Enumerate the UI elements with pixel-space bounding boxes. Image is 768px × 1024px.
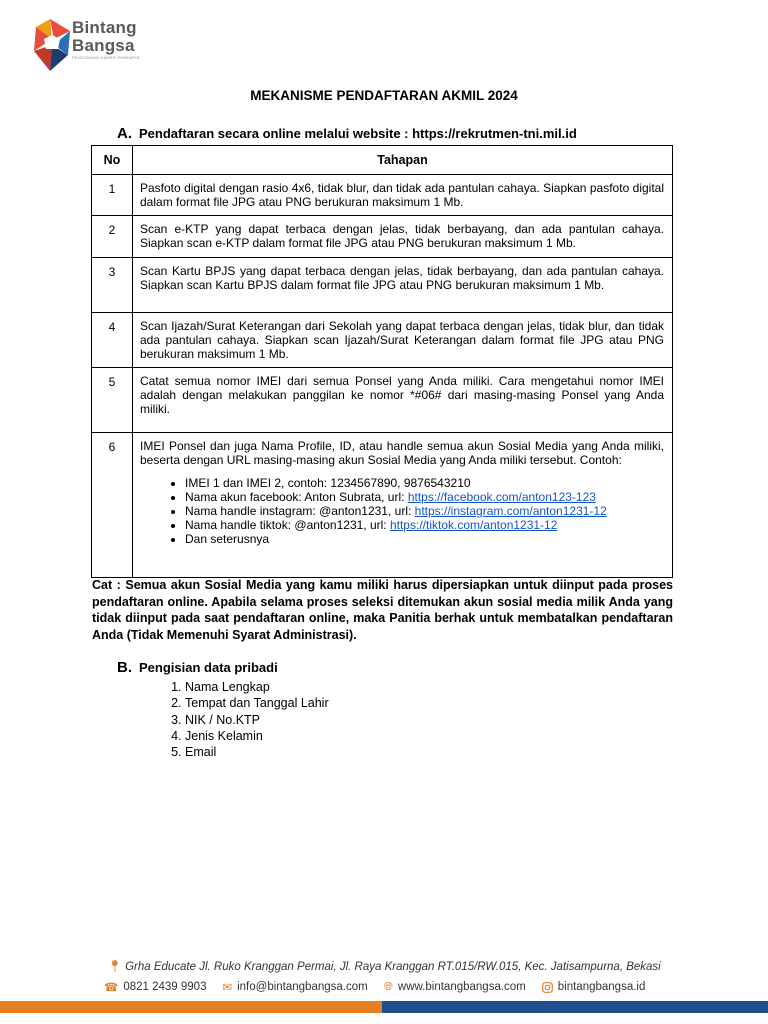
list-item: 4. Jenis Kelamin [185,728,329,744]
row-no: 5 [92,368,133,433]
address-text: Grha Educate Jl. Ruko Kranggan Permai, Jl. Raya Kranggan RT.015/RW.015, Kec. Jatisampurna, Bekasi [125,961,661,973]
header-no: No [92,146,133,175]
section-b-letter: B. [117,659,132,676]
instagram-text[interactable]: bintangbangsa.id [557,981,646,993]
company-logo [32,17,152,75]
row-text [133,433,673,578]
bullet-text: Dan seterusnya [185,532,270,546]
row-no: 6 [92,433,133,578]
section-a-heading [117,125,577,142]
list-item: 3. NIK / No.KTP [185,712,329,728]
personal-data-list [140,679,329,760]
table-row [92,216,673,258]
location-pin-icon: 📍︎ [107,961,122,973]
row-no: 2 [92,216,133,258]
footer-address [0,959,768,973]
row-text: Pasfoto digital dengan rasio 4x6, tidak blur, dan tidak ada pantulan cahaya. Siapkan pasfoto digital dalam format file JPG atau PNG berukuran maksimum 1 Mb. [133,175,673,216]
bullet-text: IMEI 1 dan IMEI 2, contoh: 1234567890, 9876543210 [185,476,471,490]
table-header-row [92,146,673,175]
globe-icon: 🌐︎ [383,980,393,993]
email-text[interactable]: info@bintangbangsa.com [237,981,368,993]
section-b-text: Pengisian data pribadi [139,660,278,675]
instagram-link[interactable]: https://instagram.com/anton1231-12 [414,504,607,518]
table-row [92,313,673,368]
list-item [185,532,664,546]
row-no: 1 [92,175,133,216]
logo-line1: Bintang [72,18,137,37]
table-row [92,175,673,216]
section-b-heading [117,659,278,676]
instagram-contact[interactable] [542,981,646,993]
list-item [185,476,664,490]
row-no: 3 [92,258,133,313]
facebook-link[interactable]: https://facebook.com/anton123-123 [407,490,596,504]
bullet-text: Nama handle tiktok: @anton1231, url: [185,518,390,532]
list-item: 2. Tempat dan Tanggal Lahir [185,695,329,711]
tiktok-link[interactable]: https://tiktok.com/anton1231-12 [389,518,558,532]
list-item [185,504,664,518]
website-contact[interactable] [384,981,526,994]
row-text: Scan e-KTP yang dapat terbaca dengan jelas, tidak berbayang, dan ada pantulan cahaya. Siapkan scan e-KTP dalam format file JPG atau PNG berukuran maksimum 1 Mb. [133,216,673,258]
list-item [185,518,664,532]
example-list [140,476,664,546]
row-no: 4 [92,313,133,368]
row6-intro: IMEI Ponsel dan juga Nama Profile, ID, atau handle semua akun Sosial Media yang Anda miliki, beserta dengan URL masing-masing akun Sosial Media yang Anda miliki tersebut. Contoh: [140,439,664,467]
document-title: MEKANISME PENDAFTARAN AKMIL 2024 [250,88,518,103]
list-item [185,490,664,504]
section-a-text: Pendaftaran secara online melalui website : https://rekrutmen-tni.mil.id [139,126,577,141]
logo-star-icon [32,17,72,75]
logo-line2: Bangsa [72,36,135,55]
row-text: Scan Ijazah/Surat Keterangan dari Sekolah yang dapat terbaca dengan jelas, tidak blur, dan tidak ada pantulan cahaya. Siapkan scan Ijazah/Surat Keterangan dalam format file JPG atau PNG berukuran maksimum 1 Mb. [133,313,673,368]
list-item: 1. Nama Lengkap [185,679,329,695]
row-text: Catat semua nomor IMEI dari semua Ponsel yang Anda miliki. Cara mengetahui nomor IMEI adalah dengan melakukan panggilan ke nomor *#06# dari masing-masing Ponsel yang Anda miliki. [133,368,673,433]
row-text: Scan Kartu BPJS yang dapat terbaca dengan jelas, tidak berbayang, dan ada pantulan cahaya. Siapkan scan Kartu BPJS dalam format file JPG atau PNG berukuran maksimum 1 Mb. [133,258,673,313]
bullet-text: Nama handle instagram: @anton1231, url: [185,504,415,518]
table-row [92,368,673,433]
footer-bar-orange [0,1001,382,1013]
phone-text: 0821 2439 9903 [123,981,207,993]
table-row [92,433,673,578]
logo-tagline: PENDIDIKAN KADER PEMIMPIN [72,55,140,60]
header-step: Tahapan [133,146,673,175]
footer-contacts [104,980,645,994]
footer-bar-blue [382,1001,768,1013]
email-contact[interactable] [222,980,367,994]
phone-icon: ☎ [104,982,119,994]
phone-contact [104,980,206,994]
bullet-text: Nama akun facebook: Anton Subrata, url: [185,490,408,504]
important-note: Cat : Semua akun Sosial Media yang kamu miliki harus dipersiapkan untuk diinput pada proses pendaftaran online. Apabila selama proses seleksi ditemukan akun sosial media milik Anda yang tidak diinput pada saat pendaftaran online, maka Panitia berhak untuk membatalkan pendaftaran Anda (Tidak Memenuhi Syarat Administrasi). [92,578,673,642]
email-icon: ✉ [222,982,233,994]
list-item: 5. Email [185,744,329,760]
steps-table [91,145,673,578]
table-row [92,258,673,313]
website-text[interactable]: www.bintangbangsa.com [397,981,526,993]
instagram-icon [542,982,553,993]
section-a-letter: A. [117,125,132,142]
